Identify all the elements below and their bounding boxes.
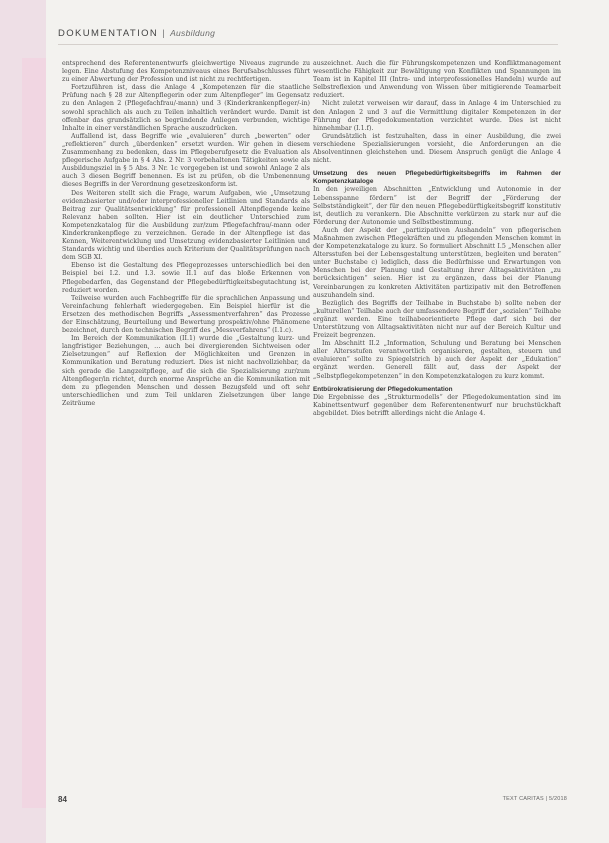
body-paragraph: Bezüglich des Begriffs der Teilhabe in Buchstabe b) sollte neben der „kulturellen“ Teilhabe auch der umfassendere Begriff der „sozialen“ Teilhabe ergänzt werden. Eine teilhabeorientierte Pflege darf sich bei der Unterstützung von Alltagsaktivitäten nicht nur auf der Bereich Kultur und Freizeit begrenzen. bbox=[313, 299, 561, 340]
body-paragraph: Grundsätzlich ist festzuhalten, dass in einer Ausbildung, die zwei verschiedene Spezialisierungen vorsieht, die Anforderungen an die Absolventinnen gleichstehen und. Diesem Anspruch genügt die Anlage 4 nicht. bbox=[313, 132, 561, 165]
right-column bbox=[313, 60, 561, 770]
body-paragraph: Nicht zuletzt verweisen wir darauf, dass in Anlage 4 im Unterschied zu den Anlagen 2 und 3 auf die Vermittlung digitaler Kompetenzen in der Führung der Pflegedokumentation verzichtet wurde. Dies ist nicht hinnehmbar (I.1.f). bbox=[313, 100, 561, 132]
page-number: 84 bbox=[58, 795, 67, 804]
body-paragraph: Teilweise wurden auch Fachbegriffe für die sprachlichen Anpassung und Vereinfachung fehlerhaft wiedergegeben. Ein Beispiel hierfür ist die Ersetzen des methodischen Begriffs „Assessmentverfahren“ das Prozesse der Einschätzung, Beurteilung und Bewertung prospektiv/ohne Phänomene bezeichnet, durch den technischen Begriff des „Messverfahrens“ (I.1.c). bbox=[62, 294, 310, 335]
journal-footer: TEXT CARITAS | 5/2018 bbox=[502, 796, 567, 802]
body-paragraph: Ebenso ist die Gestaltung des Pflegeprozesses unterschiedlich bei den Beispiel bei I.2. und I.3. sowie II.1 auf das bloße Erkennen von Pflegebedarfen, das Gegenstand der Pflegebedürftigkeitsbegutachtung ist, reduziert worden. bbox=[62, 262, 310, 294]
body-paragraph: In den jeweiligen Abschnitten „Entwicklung und Autonomie in der Lebensspanne fördern“ ist der Begriff der „Förderung der Selbstständigkeit“, der für den neuen Pflegebedürftigkeitsbegriff konstitutiv ist, deutlich zu verankern. Die Abschnitte verkürzen zu stark nur auf die Förderung der Autonomie und Selbstbestimmung. bbox=[313, 186, 561, 226]
body-paragraph: auszeichnet. Auch die für Führungskompetenzen und Konfliktmanagement wesentliche Fähigkeit zur Bewältigung von Konflikten und Spannungen im Team ist in Kapitel III (Intra- und interprofessionelles Handeln) wurde auf Selbstreflexion und Anwendung von Wissen über mitigierende Teamarbeit reduziert. bbox=[313, 60, 561, 100]
section-heading: Umsetzung des neuen Pflegebedürftigkeitsbegriffs im Rahmen der Kompetenzkataloge bbox=[313, 170, 561, 186]
body-paragraph: Fortzuführen ist, dass die Anlage 4 „Kompetenzen für die staatliche Prüfung nach § 28 zur Altenpflegerin oder zum Altenpfleger“ im Gegensatz zu den Anlagen 2 (Pflegefachfrau/-mann) und 3 (Kinderkrankenpfleger/-in) sowohl sprachlich als auch zu Teilen inhaltlich verändert wurde. Damit ist offenbar das grundsätzlich so begründende Anliegen verbunden, wichtige Inhalte in einer verständlichen Sprache auszudrücken. bbox=[62, 84, 310, 132]
header-separator: | bbox=[162, 28, 167, 39]
header-rule bbox=[58, 44, 558, 45]
body-paragraph: Im Bereich der Kommunikation (II.1) wurde die „Gestaltung kurz- und langfristiger Beziehungen, … auch bei divergierenden Sichtweisen oder Zielsetzungen“ auf Reflexion der Möglichkeiten und Grenzen in Kommunikation und Beratung reduziert. Dies ist nicht nachvollziehbar, da sich gerade die Langzeitpflege, auf die sich die Spezialisierung zur/zum Altenpfleger/in richtet, durch enorme Ansprüche an die Kommunikation mit dem zu pflegenden Menschen und dessen Bezugsfeld und oft sehr unterschiedlichen und zum Teil unklaren Zielsetzungen über lange Zeiträume bbox=[62, 335, 310, 407]
section-heading: Entbürokratisierung der Pflegedokumentation bbox=[313, 385, 453, 393]
body-paragraph: Die Ergebnisse des „Strukturmodells“ der Pflegedokumentation sind im Kabinettsentwurf gegenüber dem Referentenentwurf nur bruchstückhaft abgebildet. Dies betrifft allerdings nicht die Anlage 4. bbox=[313, 393, 561, 417]
body-paragraph: entsprechend des Referentenentwurfs gleichwertige Niveaus zugrunde zu legen. Eine Abstufung des Kompetenzniveaus eines Berufsabschlusses führt zu einer Abwertung der Profession und ist nicht zu rechtfertigen. bbox=[62, 60, 310, 84]
body-paragraph: Auch der Aspekt der „partizipativen Aushandeln“ von pflegerischen Maßnahmen zwischen Pflegekräften und zu pflegenden Menschen kommt in der Kompetenzkataloge zu kurz. So formuliert Abschnitt I.5 „Menschen aller Altersstufen bei der Lebensgestaltung unterstützen, begleiten und beraten“ unter Buchstabe c) lediglich, dass die Bedürfnisse und Erwartungen von Menschen bei der Planung und Gestaltung ihrer Alltagsaktivitäten „zu berücksichtigen“ seien. Hier ist zu ergänzen, dass bei der Planung Vereinbarungen zu konkreten Aktivitäten partizipativ mit den Betroffenen auszuhandeln sind. bbox=[313, 226, 561, 299]
header-subsection: Ausbildung bbox=[170, 28, 216, 38]
running-header bbox=[58, 28, 578, 42]
body-paragraph: Des Weiteren stellt sich die Frage, warum Aufgaben, wie „Umsetzung evidenzbasierter und/oder interprofessioneller Leitlinien und Standards als Beitrag zur Qualitätsentwicklung“ für professionell Altenpflegende keine Relevanz haben sollten. Hier ist ein deutlicher Unterschied zum Kompetenzkatalog für die Ausbildung zur/zum Pflegefachfrau/-mann oder Kinderkrankenpflege zu verzeichnen. Gerade in der Altenpflege ist das Kennen, Weiterentwicklung und Umsetzung evidenzbasierter Leitlinien und Standards wichtig und überdies auch Kriterium der Qualitätsprüfungen nach dem SGB XI. bbox=[62, 189, 310, 262]
left-column bbox=[62, 60, 310, 770]
pink-bleed-bar bbox=[22, 58, 46, 808]
page-margin-strip bbox=[0, 0, 46, 843]
body-paragraph: Auffallend ist, dass Begriffe wie „evaluieren“ durch „bewerten“ oder „reflektieren“ durch „überdenken“ ersetzt wurden. Wir gehen in diesem Zusammenhang zu bedenken, dass im Pflegeberufgesetz die Evaluation als pflegerische Aufgabe in § 4 Abs. 2 Nr. 3 vorbehaltenen Tätigkeiten sowie als Ausbildungsziel in § 5 Abs. 3 Nr. 1c vorgegeben ist und sowohl Anlage 2 als auch 3 diesen Begriff benennen. Es ist zu prüfen, ob die Umbenennung dieses Begriffs in der Verordnung gesetzeskonform ist. bbox=[62, 132, 310, 189]
header-section: DOKUMENTATION bbox=[58, 28, 159, 39]
body-paragraph: Im Abschnitt II.2 „Information, Schulung und Beratung bei Menschen aller Altersstufen verantwortlich organisieren, gestalten, steuern und evaluieren“ sollte zu Spiegelstrich b) auch der Aspekt der „Edukation“ ergänzt werden. Generell fällt auf, dass der Aspekt der „Selbstpflegekompetenzen“ in den Kompetenzkatalogen zu kurz kommt. bbox=[313, 340, 561, 380]
